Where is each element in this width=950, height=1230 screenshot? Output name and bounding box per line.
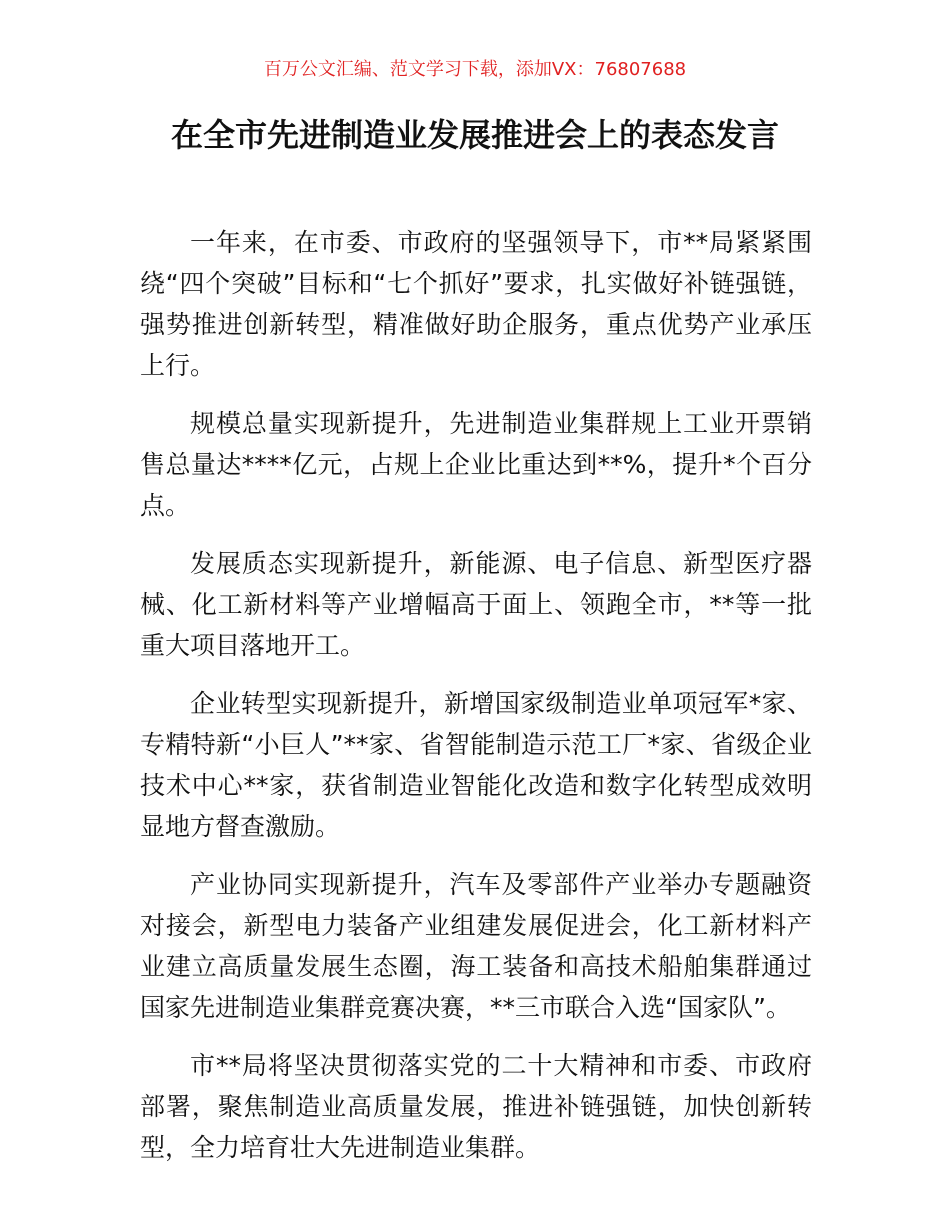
header-watermark-note: 百万公文汇编、范文学习下载，添加VX：76807688 <box>263 59 687 80</box>
paragraph-quality: 发展质态实现新提升，新能源、电子信息、新型医疗器械、化工新材料等产业增幅高于面上、领跑全市，**等一批重大项目落地开工。 <box>140 549 812 660</box>
paragraph-scale: 规模总量实现新提升，先进制造业集群规上工业开票销售总量达****亿元，占规上企业比重达到**%，提升*个百分点。 <box>140 409 812 520</box>
paragraph-transformation: 企业转型实现新提升，新增国家级制造业单项冠军*家、专精特新“小巨人”**家、省智能制造示范工厂*家、省级企业技术中心**家，获省制造业智能化改造和数字化转型成效明显地方督查激励。 <box>140 689 812 841</box>
document-title: 在全市先进制造业发展推进会上的表态发言 <box>170 116 779 154</box>
paragraph-conclusion: 市**局将坚决贯彻落实党的二十大精神和市委、市政府部署，聚焦制造业高质量发展，推进补链强链，加快创新转型，全力培育壮大先进制造业集群。 <box>140 1051 812 1162</box>
document-body <box>140 222 812 1185</box>
paragraph-intro: 一年来，在市委、市政府的坚强领导下，市**局紧紧围绕“四个突破”目标和“七个抓好”要求，扎实做好补链强链，强势推进创新转型，精准做好助企服务，重点优势产业承压上行。 <box>140 228 812 380</box>
paragraph-collaboration: 产业协同实现新提升，汽车及零部件产业举办专题融资对接会，新型电力装备产业组建发展促进会，化工新材料产业建立高质量发展生态圈，海工装备和高技术船舶集群通过国家先进制造业集群竞赛决赛，**三市联合入选“国家队”。 <box>140 870 812 1022</box>
